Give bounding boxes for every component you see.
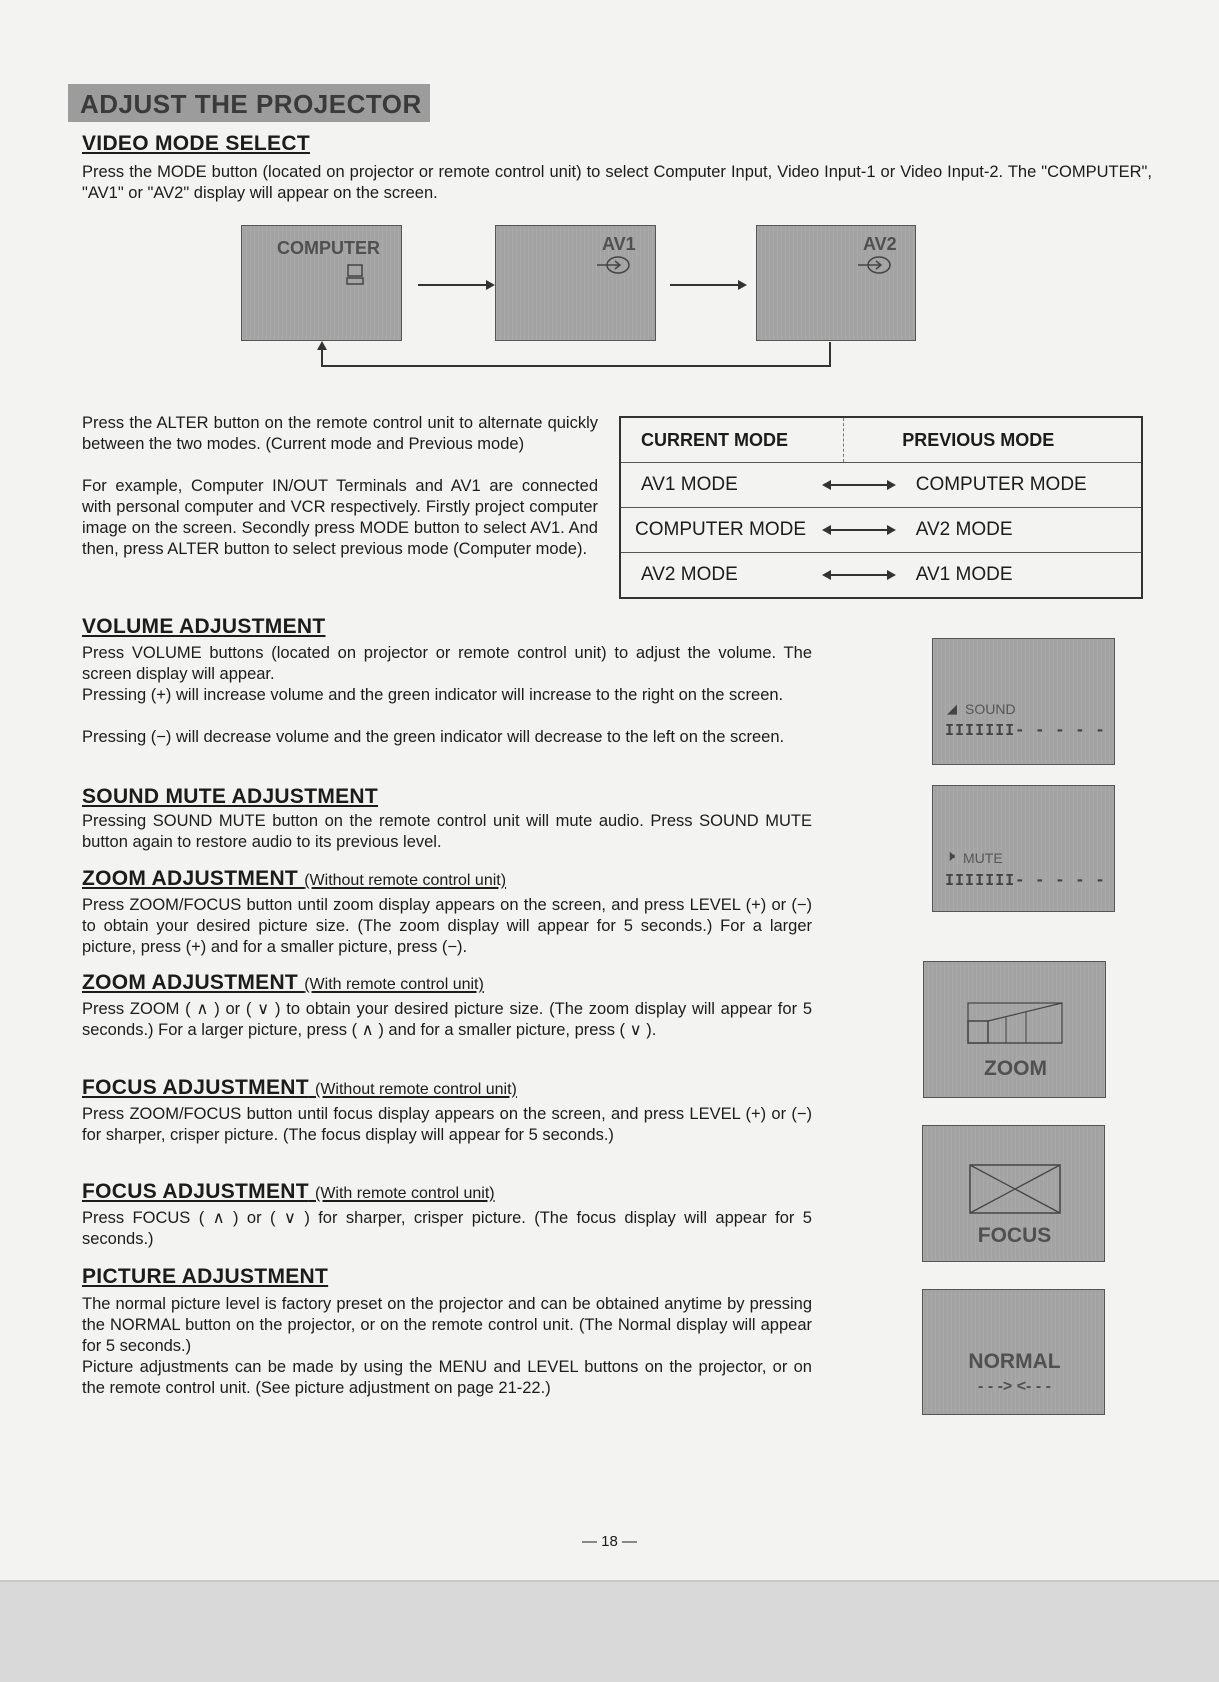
mute-heading: SOUND MUTE ADJUSTMENT [82,785,379,808]
mute-label: MUTE [963,850,1003,866]
volume-heading: VOLUME ADJUSTMENT [82,615,326,638]
video-input-icon [596,254,632,276]
volume-indicator-bar: IIIIIII- - - - - [945,721,1106,739]
video-mode-text: Press the MODE button (located on projector or remote control unit) to select Computer Input, Video Input-1 or Video Input-2. The "COMPUTER", "AV1" or "AV2" display will appear on the screen. [82,163,1152,202]
zoom-screen-label: ZOOM [984,1057,1047,1080]
double-arrow-icon [824,484,894,486]
mode-table [619,416,1143,599]
alter-text-1: Press the ALTER button on the remote control unit to alternate quickly between the two modes. (Current mode and Previous mode) [82,414,598,453]
normal-screen [922,1289,1105,1415]
zoom-heading-with-remote: ZOOM ADJUSTMENT (With remote control unit) [82,971,484,994]
zoom-heading-without-remote: ZOOM ADJUSTMENT (Without remote control unit) [82,867,507,890]
arrow-computer-to-av1 [418,284,493,286]
mute-speaker-icon: 🕨 [945,848,956,865]
volume-text-3: Pressing (−) will decrease volume and the green indicator will decrease to the left on the screen. [82,728,785,746]
alter-text-2: For example, Computer IN/OUT Terminals and AV1 are connected with personal computer and VCR respectively. Firstly project computer image on the screen. Secondly press MODE button to select AV1. And then, press ALTER button to select previous mode (Computer mode). [82,477,598,558]
mute-screen [932,785,1115,912]
page-number: — 18 — [581,1533,638,1550]
previous-mode-cell: COMPUTER MODE [844,463,1142,508]
normal-indicator: - - -> <- - - [978,1378,1051,1395]
page-bottom-edge [0,1580,1219,1682]
col-current-mode: CURRENT MODE [620,417,844,463]
volume-text-1: Press VOLUME buttons (located on projector or remote control unit) to adjust the volume. The screen display will appear. [82,644,812,683]
focus-screen [922,1125,1105,1262]
zoom-screen [923,961,1106,1098]
current-mode-cell: AV1 MODE [620,463,844,508]
focus-screen-label: FOCUS [977,1224,1052,1247]
speaker-icon: ◢ [947,701,957,716]
picture-text-1: The normal picture level is factory preset on the projector and can be obtained anytime by pressing the NORMAL button on the projector, or on the remote control unit. (The Normal display will appear for 5 seconds.) [82,1295,812,1355]
table-row [620,463,1142,508]
focus-heading-with-remote: FOCUS ADJUSTMENT (With remote control unit) [82,1180,495,1203]
table-header-row [620,417,1142,463]
zoom-text-with-remote: Press ZOOM ( ∧ ) or ( ∨ ) to obtain your desired picture size. (The zoom display will appear for 5 seconds.) For a larger picture, press ( ∧ ) and for a smaller picture, press ( ∨ ). [82,1000,812,1039]
double-arrow-icon [824,529,894,531]
current-mode-cell: COMPUTER MODE [620,508,844,553]
av2-screen-label: AV2 [863,234,897,254]
focus-text-with-remote: Press FOCUS ( ∧ ) or ( ∨ ) for sharper, crisper picture. (The focus display will appear for 5 seconds.) [82,1209,812,1248]
arrow-av1-to-av2 [670,284,745,286]
video-mode-heading: VIDEO MODE SELECT [82,132,310,155]
focus-icon [968,1163,1062,1215]
volume-text-2: Pressing (+) will increase volume and the green indicator will increase to the right on the screen. [82,686,784,704]
col-previous-mode: PREVIOUS MODE [902,429,1055,450]
sound-label: SOUND [965,701,1016,717]
computer-screen [241,225,402,341]
av1-screen-label: AV1 [602,234,636,254]
mute-indicator-bar: IIIIIII- - - - - [945,871,1106,889]
previous-mode-cell: AV1 MODE [844,553,1142,599]
picture-heading: PICTURE ADJUSTMENT [82,1265,329,1288]
focus-text-without-remote: Press ZOOM/FOCUS button until focus display appears on the screen, and press LEVEL (+) or (−) for sharper, crisper picture. (The focus display will appear for 5 seconds.) [82,1105,812,1144]
section-banner: ADJUST THE PROJECTOR [68,84,430,122]
video-input-icon [857,254,893,276]
picture-text-2: Picture adjustments can be made by using the MENU and LEVEL buttons on the projector, or on the remote control unit. (See picture adjustment on page 21-22.) [82,1358,812,1397]
zoom-text-without-remote: Press ZOOM/FOCUS button until zoom display appears on the screen, and press LEVEL (+) or (−) to obtain your desired picture size. (The zoom display will appear for 5 seconds.) For a larger picture, press (+) and for a smaller picture, press (−). [82,896,812,956]
current-mode-cell: AV2 MODE [620,553,844,599]
return-loop-line [310,340,840,370]
sound-screen [932,638,1115,765]
zoom-icon [966,997,1066,1047]
normal-screen-label: NORMAL [968,1350,1061,1373]
av1-screen [495,225,656,341]
av2-screen [756,225,916,341]
focus-heading-without-remote: FOCUS ADJUSTMENT (Without remote control unit) [82,1076,517,1099]
previous-mode-cell: AV2 MODE [844,508,1142,553]
monitor-icon [346,264,364,286]
computer-screen-label: COMPUTER [277,238,380,258]
table-row [620,508,1142,553]
double-arrow-icon [824,574,894,576]
mute-text: Pressing SOUND MUTE button on the remote control unit will mute audio. Press SOUND MUTE button again to restore audio to its previous level. [82,812,812,851]
table-row [620,553,1142,599]
